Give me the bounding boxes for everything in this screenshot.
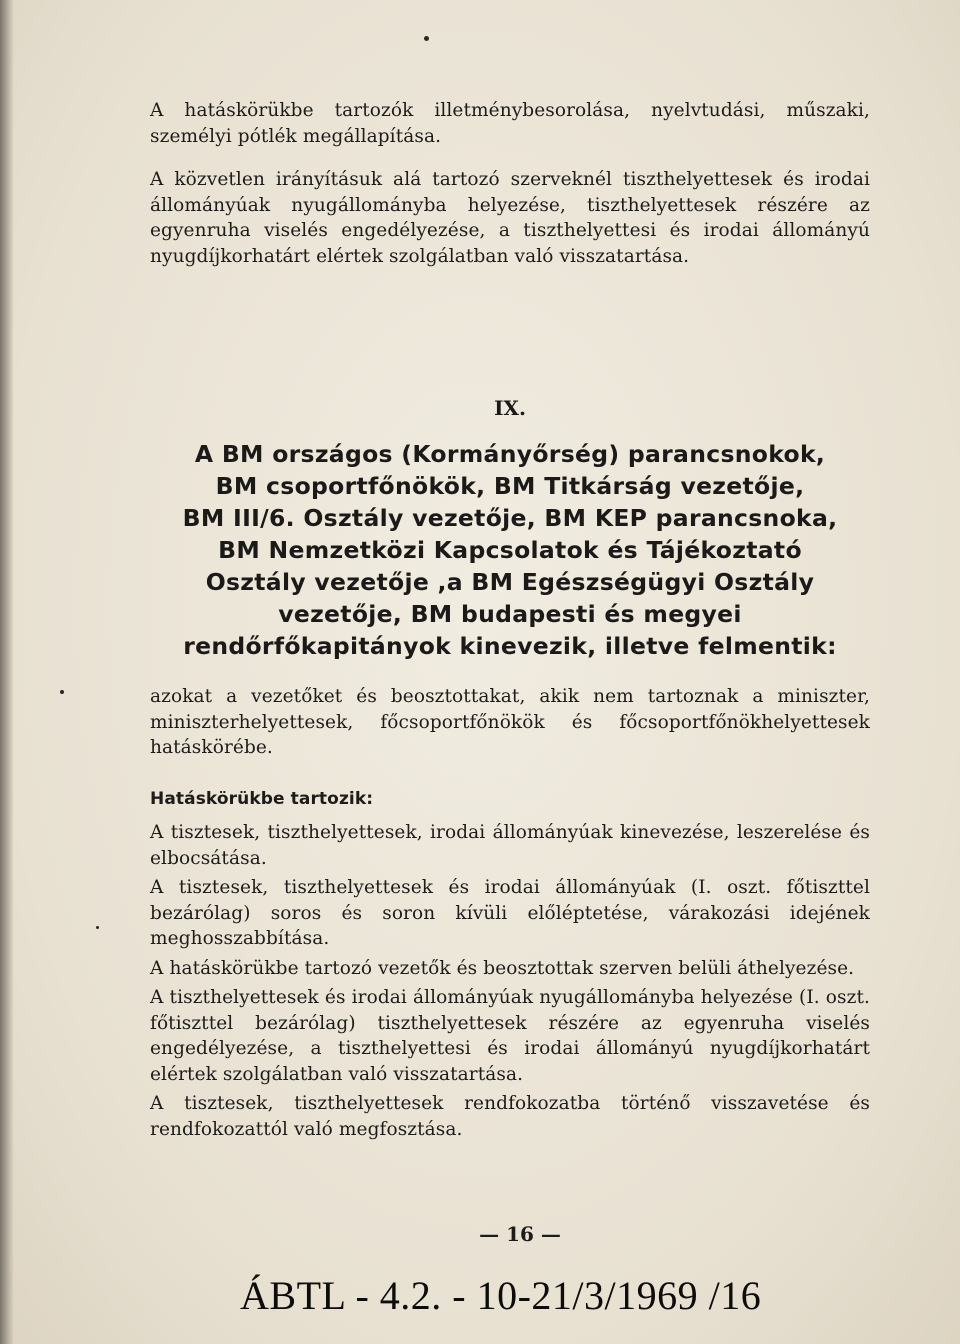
scan-speck bbox=[424, 36, 429, 41]
scan-speck bbox=[96, 926, 99, 929]
competence-item-1: A tisztesek, tiszthelyettesek, irodai állományúak kinevezése, leszerelése és elbocsátása. bbox=[150, 822, 870, 869]
paragraph-retention: A közvetlen irányításuk alá tartozó szerveknél tiszthelyettesek és irodai állományúak nyugállományba helyezése, tiszthelyettesek részére az egyenruha viselés engedélyezése, a tiszthelyettesi és irodai állományú nyugdíjkorhatárt elértek szolgálatban való visszatartása. bbox=[150, 169, 870, 267]
title-line-1: A BM országos (Kormányőrség) parancsnokok, bbox=[194, 440, 826, 468]
title-line-3: BM III/6. Osztály vezetője, BM KEP parancsnoka, bbox=[182, 504, 838, 532]
competence-label: Hatáskörükbe tartozik: bbox=[150, 788, 374, 809]
competence-item-2: A tisztesek, tiszthelyettesek és irodai állományúak (I. oszt. főtiszttel bezárólag) soros és soron kívüli előléptetése, várakozási idejének meghosszabbítása. bbox=[150, 877, 870, 949]
archive-reference-stamp: ÁBTL - 4.2. - 10-21/3/1969 /16 bbox=[240, 1273, 762, 1318]
section-number: IX. bbox=[494, 396, 526, 420]
section-heading bbox=[150, 396, 870, 662]
title-line-4: BM Nemzetközi Kapcsolatok és Tájékoztató bbox=[218, 536, 802, 564]
page-number: — 16 — bbox=[479, 1222, 561, 1246]
scan-speck bbox=[60, 690, 64, 694]
section-body bbox=[150, 684, 870, 1146]
title-line-7: rendőrfőkapitányok kinevezik, illetve felmentik: bbox=[183, 632, 837, 660]
page-edge-shadow bbox=[0, 0, 14, 1344]
title-line-5: Osztály vezetője ,a BM Egészségügyi Osztály bbox=[205, 568, 815, 596]
title-line-6: vezetője, BM budapesti és megyei bbox=[278, 600, 742, 628]
title-line-2: BM csoportfőnökök, BM Titkárság vezetője, bbox=[215, 472, 805, 500]
top-section bbox=[150, 98, 870, 273]
competence-item-5: A tisztesek, tiszthelyettesek rendfokozatba történő visszavetése és rendfokozattól való megfosztása. bbox=[150, 1093, 870, 1140]
competence-item-3: A hatáskörükbe tartozó vezetők és beosztottak szerven belüli áthelyezése. bbox=[150, 957, 855, 979]
section-intro: azokat a vezetőket és beosztottakat, akik nem tartoznak a miniszter, miniszterhelyettesek, főcsoportfőnökök és főcsoportfőnökhelyettesek hatáskörébe. bbox=[150, 686, 870, 758]
paragraph-salary: A hatáskörükbe tartozók illetménybesorolása, nyelvtudási, műszaki, személyi pótlék megállapítása. bbox=[150, 100, 870, 147]
competence-item-4: A tiszthelyettesek és irodai állományúak nyugállományba helyezése (I. oszt. főtiszttel bezárólag) tiszthelyettesek részére az egyenruha viselés engedélyezése, a tiszthelyettesi és irodai állományú nyugdíjkorhatárt elértek szolgálatban való visszatartása. bbox=[150, 987, 870, 1085]
